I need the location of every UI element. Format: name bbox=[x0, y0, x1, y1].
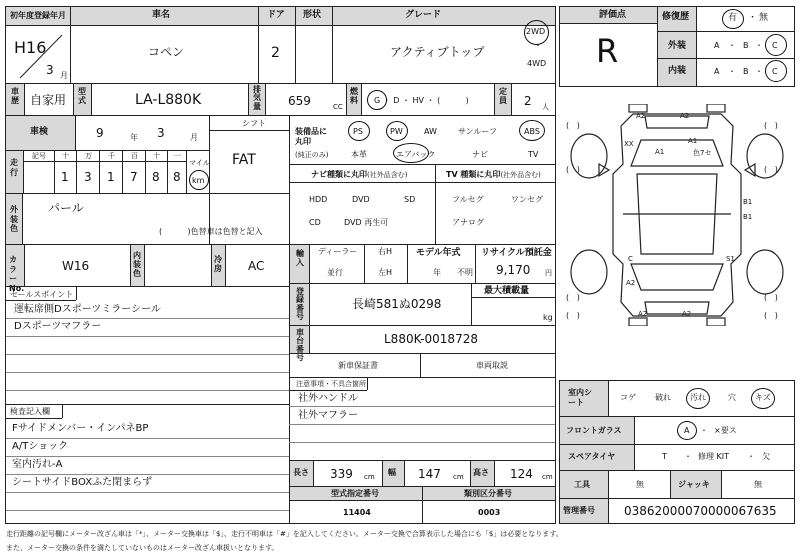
length-label: 長さ bbox=[293, 468, 309, 477]
nav-sd: SD bbox=[404, 195, 416, 204]
digit-5: 8 bbox=[173, 170, 181, 184]
dmg-a2-front-right: A2 bbox=[680, 112, 690, 120]
spare-t: T bbox=[662, 452, 667, 461]
ext-c: C bbox=[772, 41, 778, 50]
car-name-label: 車名 bbox=[152, 10, 171, 20]
note-2: 社外マフラー bbox=[298, 410, 358, 421]
shift-label: シフト bbox=[242, 119, 266, 128]
shape-label: 形状 bbox=[303, 10, 322, 20]
ext-dot-1: ・ bbox=[728, 41, 736, 50]
registration-label: 登録番号 bbox=[296, 287, 304, 322]
tv-label-text: TV 種類に丸印 bbox=[446, 170, 501, 179]
drive-4wd: 4WD bbox=[527, 59, 547, 68]
equipment-sub: (純正のみ) bbox=[295, 151, 329, 159]
model-value: LA-L880K bbox=[135, 92, 202, 108]
paren-1: ( ) bbox=[566, 121, 580, 130]
nav-dvd-play: DVD 再生可 bbox=[344, 218, 389, 227]
nav-label-text: ナビ種類に丸印 bbox=[311, 170, 367, 179]
usage-label: 車歴 bbox=[11, 87, 19, 105]
mgmt-label: 管理番号 bbox=[563, 506, 595, 515]
paren-5: ( ) bbox=[566, 293, 580, 302]
repair-label: 修復歴 bbox=[662, 12, 690, 22]
mileage-mile: マイル bbox=[189, 159, 210, 167]
digit-label-0: 十 bbox=[62, 152, 69, 160]
digit-label-2: 千 bbox=[108, 152, 115, 160]
length-unit: cm bbox=[364, 473, 375, 481]
int-c: C bbox=[772, 67, 778, 76]
dmg-a1-hood-right: A1 bbox=[688, 137, 698, 145]
ext-b: B bbox=[743, 41, 749, 50]
inspector-line-4: シートサイドBOXふた閉まらず bbox=[12, 477, 153, 488]
dmg-a1-hood-left: A1 bbox=[655, 148, 665, 156]
int-b: B bbox=[743, 67, 749, 76]
nav-cd: CD bbox=[309, 218, 321, 227]
exterior-value: パール bbox=[48, 201, 84, 215]
digit-4: 8 bbox=[152, 170, 160, 184]
paren-2: ( ) bbox=[764, 121, 778, 130]
rating-value: R bbox=[596, 32, 619, 70]
rating-label: 評価点 bbox=[599, 10, 627, 20]
type-no-label: 型式指定番号 bbox=[331, 489, 379, 498]
inspector-line-1: Fサイドメンバー・インパネBP bbox=[12, 423, 149, 434]
equip-tv: TV bbox=[528, 150, 539, 159]
import-parallel: 並行 bbox=[327, 268, 343, 277]
equip-airbag: エアバック bbox=[396, 150, 436, 159]
ext-a: A bbox=[714, 41, 720, 50]
paren-8: ( ) bbox=[764, 311, 778, 320]
dmg-b1-lower: B1 bbox=[743, 213, 753, 221]
mgmt-value: 03862000070000067635 bbox=[624, 504, 777, 518]
inspection-month: 3 bbox=[157, 126, 165, 140]
windshield-a: A bbox=[684, 426, 690, 435]
usage-value: 自家用 bbox=[30, 93, 67, 107]
mileage-label: 走行 bbox=[10, 158, 18, 177]
model-year-unknown: 不明 bbox=[457, 268, 473, 277]
digit-label-5: 一 bbox=[174, 152, 181, 160]
equip-aw: AW bbox=[424, 127, 437, 136]
spare-dot-1: ・ bbox=[684, 452, 692, 461]
equip-abs: ABS bbox=[524, 127, 540, 136]
inspection-year: 9 bbox=[96, 126, 104, 140]
grade-label: グレード bbox=[405, 10, 442, 20]
repair-dot: ・ bbox=[748, 13, 758, 23]
dmg-a2-rear-left: A2 bbox=[626, 279, 636, 287]
digit-2: 1 bbox=[107, 170, 115, 184]
footer-line-2: また、メーター交換の条件を満たしていないものはメーター改ざん車扱いとなります。 bbox=[6, 544, 279, 552]
sales-point-2: Dスポーツマフラー bbox=[14, 321, 102, 332]
car-name-value: コペン bbox=[148, 45, 185, 59]
int-grade-label: 内装 bbox=[668, 66, 687, 76]
class-no-label: 類別区分番号 bbox=[464, 489, 512, 498]
int-a: A bbox=[714, 67, 720, 76]
inspector-line-2: A/Tショック bbox=[12, 441, 69, 452]
digit-label-1: 万 bbox=[85, 152, 92, 160]
dmg-color-mismatch: 色7セ bbox=[693, 149, 712, 157]
int-dot-2: ・ bbox=[755, 67, 763, 76]
doors-label: ドア bbox=[267, 10, 285, 20]
inspection-month-unit: 月 bbox=[190, 133, 198, 142]
tools-value: 無 bbox=[636, 480, 644, 489]
height-label: 高さ bbox=[473, 468, 489, 477]
dmg-a2-front-left: A2 bbox=[636, 112, 646, 120]
ext-dot-2: ・ bbox=[755, 41, 763, 50]
height-unit: cm bbox=[542, 473, 553, 481]
digit-label-4: 十 bbox=[153, 152, 160, 160]
drive-2wd: 2WD bbox=[526, 27, 546, 36]
color-no-label: カラーNo. bbox=[9, 255, 25, 293]
import-dealer: ディーラー bbox=[318, 247, 358, 256]
repair-no: 無 bbox=[759, 13, 769, 23]
reg-month: 3 bbox=[46, 63, 54, 77]
equip-navi: ナビ bbox=[472, 150, 488, 159]
mileage-km: km bbox=[192, 176, 205, 185]
seat-dirt: 汚れ bbox=[690, 393, 706, 402]
inspection-year-unit: 年 bbox=[130, 133, 138, 142]
jack-value: 無 bbox=[754, 480, 762, 489]
model-label: 型式 bbox=[78, 87, 86, 105]
type-no-value: 11404 bbox=[343, 508, 371, 517]
windshield-dot: ・ bbox=[700, 426, 708, 435]
seat-hole: 穴 bbox=[728, 393, 736, 402]
chassis-value: L880K-0018728 bbox=[384, 332, 478, 346]
spare-none: 欠 bbox=[762, 452, 770, 461]
import-rh: 右H bbox=[378, 247, 393, 256]
interior-color-label: 内装色 bbox=[133, 251, 141, 278]
seat-label: 室内シート bbox=[568, 388, 592, 408]
shift-value: FAT bbox=[232, 152, 256, 168]
tv-analog: アナログ bbox=[452, 218, 484, 227]
paren-7: ( ) bbox=[566, 311, 580, 320]
dmg-c: C bbox=[628, 255, 633, 263]
recycle-label: リサイクル預託金 bbox=[481, 248, 552, 258]
width-value: 147 bbox=[418, 467, 441, 481]
inspection-label: 車検 bbox=[30, 127, 49, 137]
reg-era: H16 bbox=[14, 38, 47, 57]
sales-point-1: 運転席側Dスポーツミラーシール bbox=[14, 304, 161, 315]
max-load-unit: kg bbox=[543, 313, 553, 322]
seat-tear: 破れ bbox=[655, 393, 671, 402]
height-value: 124 bbox=[510, 467, 533, 481]
registration-value: 長崎581ぬ0298 bbox=[352, 297, 442, 311]
length-value: 339 bbox=[330, 467, 353, 481]
equip-leather: 本革 bbox=[351, 150, 367, 159]
windshield-label: フロントガラス bbox=[566, 426, 622, 435]
ac-label: 冷房 bbox=[214, 255, 222, 273]
exterior-label: 外装色 bbox=[10, 205, 18, 234]
digit-label-3: 百 bbox=[131, 152, 138, 160]
tv-label-sub: (社外品含む) bbox=[500, 171, 541, 179]
reg-year-label: 初年度登録年月 bbox=[10, 11, 66, 20]
note-1: 社外ハンドル bbox=[298, 393, 358, 404]
dmg-a2-rear-right: A2 bbox=[682, 310, 692, 318]
fuel-options: G ・ D ・ HV ・ ( ) bbox=[374, 96, 469, 105]
footer-line-1: 走行距離の記号欄にメーター改ざん車は「*」、メーター交換車は「$」、走行不明車は「#」を記入してください。メーター交換で合算表示した場合にも「$」は必要となります。 bbox=[6, 530, 563, 538]
equip-ps: PS bbox=[353, 127, 363, 136]
class-no-value: 0003 bbox=[478, 508, 501, 517]
color-no-value: W16 bbox=[62, 259, 90, 273]
doors-value: 2 bbox=[271, 45, 280, 61]
grade-value: アクティブトップ bbox=[390, 45, 485, 59]
nav-label bbox=[311, 171, 407, 179]
paren-3: ( ) bbox=[566, 165, 580, 174]
dmg-s1: S1 bbox=[726, 255, 735, 263]
tv-label bbox=[446, 171, 541, 179]
dmg-b1-upper: B1 bbox=[743, 198, 753, 206]
int-dot-1: ・ bbox=[728, 67, 736, 76]
inspector-label: 検査記入欄 bbox=[10, 407, 50, 416]
capacity-label: 定員 bbox=[499, 87, 507, 105]
warranty-new: 新車保証書 bbox=[338, 361, 378, 370]
import-lh: 左H bbox=[378, 268, 393, 277]
equipment-label: 装備品に丸印 bbox=[295, 127, 327, 146]
windshield-x: ×要ス bbox=[714, 426, 737, 435]
width-unit: cm bbox=[453, 473, 464, 481]
paren-6: ( ) bbox=[764, 293, 778, 302]
spare-label: スペアタイヤ bbox=[568, 452, 616, 461]
dmg-xx: XX bbox=[624, 140, 634, 148]
sales-points-label: セールスポイント bbox=[10, 290, 74, 299]
inspector-line-3: 室内汚れ-A bbox=[12, 459, 63, 470]
import-label: 輸入 bbox=[296, 249, 304, 267]
max-load-label: 最大積載量 bbox=[484, 286, 530, 296]
warranty-manual: 車両取説 bbox=[476, 361, 508, 370]
notes-label: 注意事項・不具合箇所 bbox=[296, 380, 366, 388]
width-label: 幅 bbox=[388, 468, 396, 477]
digit-0: 1 bbox=[61, 170, 69, 184]
car-damage-diagram bbox=[563, 104, 791, 326]
reg-month-unit: 月 bbox=[60, 71, 68, 80]
jack-label: ジャッキ bbox=[678, 480, 710, 489]
spare-kit: 修理 KIT bbox=[698, 452, 730, 461]
nav-dvd: DVD bbox=[352, 195, 370, 204]
dmg-a2-rear-mid: A2 bbox=[638, 310, 648, 318]
nav-label-sub: (社外品含む) bbox=[367, 171, 408, 179]
capacity-unit: 人 bbox=[542, 103, 549, 111]
fuel-label: 燃料 bbox=[350, 87, 358, 105]
recycle-unit: 円 bbox=[545, 269, 552, 277]
chassis-label: 車台番号 bbox=[296, 328, 304, 363]
model-year-label: モデル年式 bbox=[416, 248, 461, 258]
model-year-year: 年 bbox=[433, 268, 441, 277]
exterior-note: ( )色替車は色替と記入 bbox=[159, 227, 263, 236]
equip-pw: PW bbox=[390, 127, 403, 136]
equip-sunroof: サンルーフ bbox=[458, 127, 497, 136]
paren-4: ( ) bbox=[764, 165, 778, 174]
ext-grade-label: 外装 bbox=[668, 41, 687, 51]
displacement-value: 659 bbox=[288, 94, 311, 108]
mileage-mark: 記号 bbox=[32, 152, 46, 160]
digit-3: 7 bbox=[130, 170, 138, 184]
nav-hdd: HDD bbox=[309, 195, 328, 204]
tv-oneseg: ワンセグ bbox=[511, 195, 543, 204]
displacement-label: 排気量 bbox=[253, 85, 261, 111]
seat-scratch: キズ bbox=[755, 393, 771, 402]
tools-label: 工具 bbox=[574, 480, 590, 489]
recycle-value: 9,170 bbox=[496, 263, 531, 277]
ac-value: AC bbox=[248, 259, 265, 273]
displacement-unit: CC bbox=[333, 103, 343, 111]
repair-yes: 有 bbox=[728, 13, 738, 23]
tv-fullseg: フルセグ bbox=[452, 195, 484, 204]
seat-burn: コゲ bbox=[620, 393, 636, 402]
capacity-value: 2 bbox=[524, 94, 532, 108]
drive-dot: ・ bbox=[534, 41, 542, 50]
spare-dot-2: ・ bbox=[747, 452, 755, 461]
digit-1: 3 bbox=[84, 170, 92, 184]
